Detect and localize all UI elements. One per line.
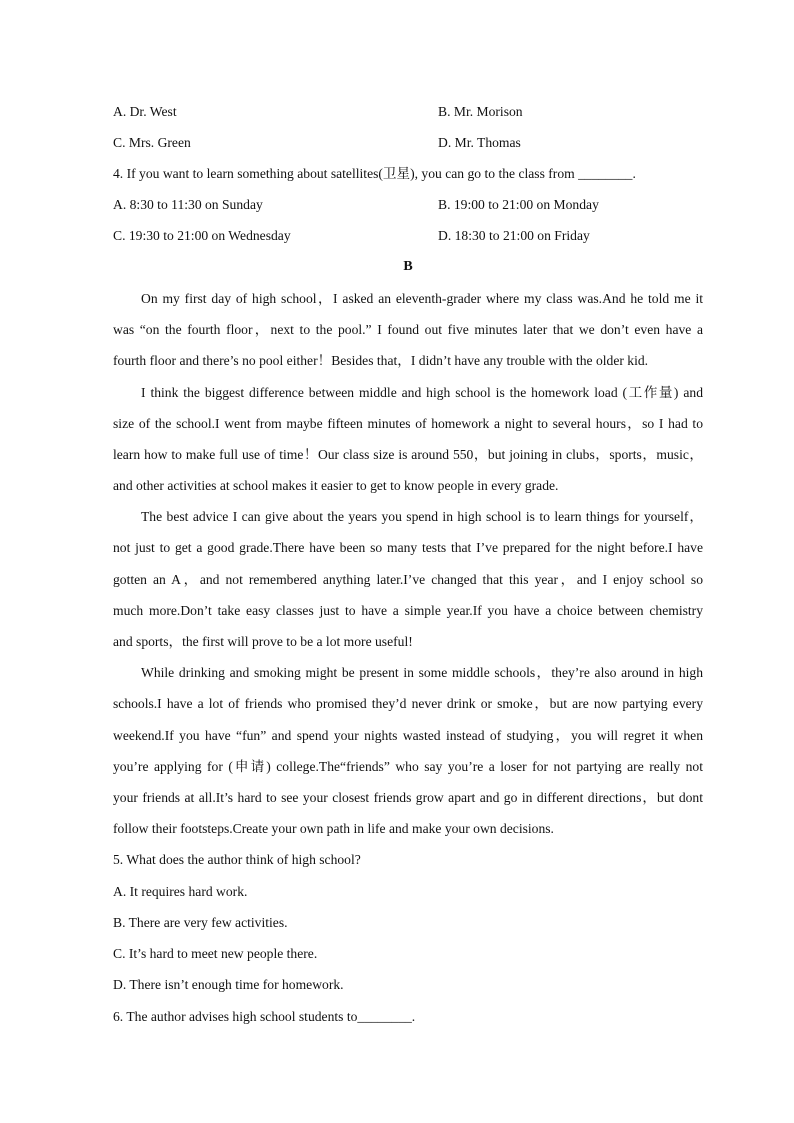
passage-line: I think the biggest difference between middle and high school is the homework load (工作量) and: [141, 385, 703, 400]
q4-option-b: B. 19:00 to 21:00 on Monday: [438, 197, 599, 212]
q6-stem: 6. The author advises high school students to________.: [113, 1009, 416, 1024]
passage-line: weekend.If you have “fun” and spend your nights wasted instead of studying，you will regret it when: [113, 728, 703, 743]
passage-line: While drinking and smoking might be present in some middle schools，they’re also around in high: [141, 665, 703, 680]
passage-line: On my first day of high school，I asked an eleventh-grader where my class was.And he told me it: [141, 291, 703, 306]
passage-line: The best advice I can give about the years you spend in high school is to learn things for yourself，: [141, 509, 703, 524]
passage-line: schools.I have a lot of friends who promised they’d never drink or smoke，but are now partying every: [113, 696, 703, 711]
q4-stem: 4. If you want to learn something about satellites(卫星), you can go to the class from ________.: [113, 166, 636, 181]
q4-option-a: A. 8:30 to 11:30 on Sunday: [113, 197, 263, 212]
q4-option-d: D. 18:30 to 21:00 on Friday: [438, 228, 590, 243]
q5-option-c: C. It’s hard to meet new people there.: [113, 946, 318, 961]
q5-option-a: A. It requires hard work.: [113, 884, 248, 899]
passage-line: and sports，the first will prove to be a lot more useful!: [113, 634, 413, 649]
passage-line: you’re applying for (申请) college.The“friends” who say you’re a loser for not partying are really not: [113, 759, 703, 774]
q3-option-d: D. Mr. Thomas: [438, 135, 521, 150]
q5-option-b: B. There are very few activities.: [113, 915, 288, 930]
q3-option-a: A. Dr. West: [113, 104, 177, 119]
q3-option-b: B. Mr. Morison: [438, 104, 523, 119]
q4-option-c: C. 19:30 to 21:00 on Wednesday: [113, 228, 291, 243]
passage-line: fourth floor and there’s no pool either！Besides that，I didn’t have any trouble with the older kid.: [113, 353, 649, 368]
section-b-title: B: [403, 259, 413, 274]
passage-line: gotten an A，and not remembered anything later.I’ve changed that this year，and I enjoy school so: [113, 572, 703, 587]
passage-line: learn how to make full use of time！Our class size is around 550，but joining in clubs，sports，music，: [113, 447, 703, 462]
passage-line: was “on the fourth floor，next to the pool.” I found out five minutes later that we don’t even have a: [113, 322, 703, 337]
passage-line: size of the school.I went from maybe fifteen minutes of homework a night to several hours，so I had to: [113, 416, 703, 431]
passage-line: your friends at all.It’s hard to see your closest friends grow apart and go in different directions，but dont: [113, 790, 703, 805]
q5-option-d: D. There isn’t enough time for homework.: [113, 977, 344, 992]
passage-line: much more.Don’t take easy classes just to have a simple year.If you have a choice between chemistry: [113, 603, 703, 618]
q3-option-c: C. Mrs. Green: [113, 135, 191, 150]
passage-line: follow their footsteps.Create your own path in life and make your own decisions.: [113, 821, 554, 836]
passage-line: and other activities at school makes it easier to get to know people in every grade.: [113, 478, 559, 493]
passage-line: not just to get a good grade.There have been so many tests that I’ve prepared for the night before.I have: [113, 540, 703, 555]
q5-stem: 5. What does the author think of high school?: [113, 852, 361, 867]
